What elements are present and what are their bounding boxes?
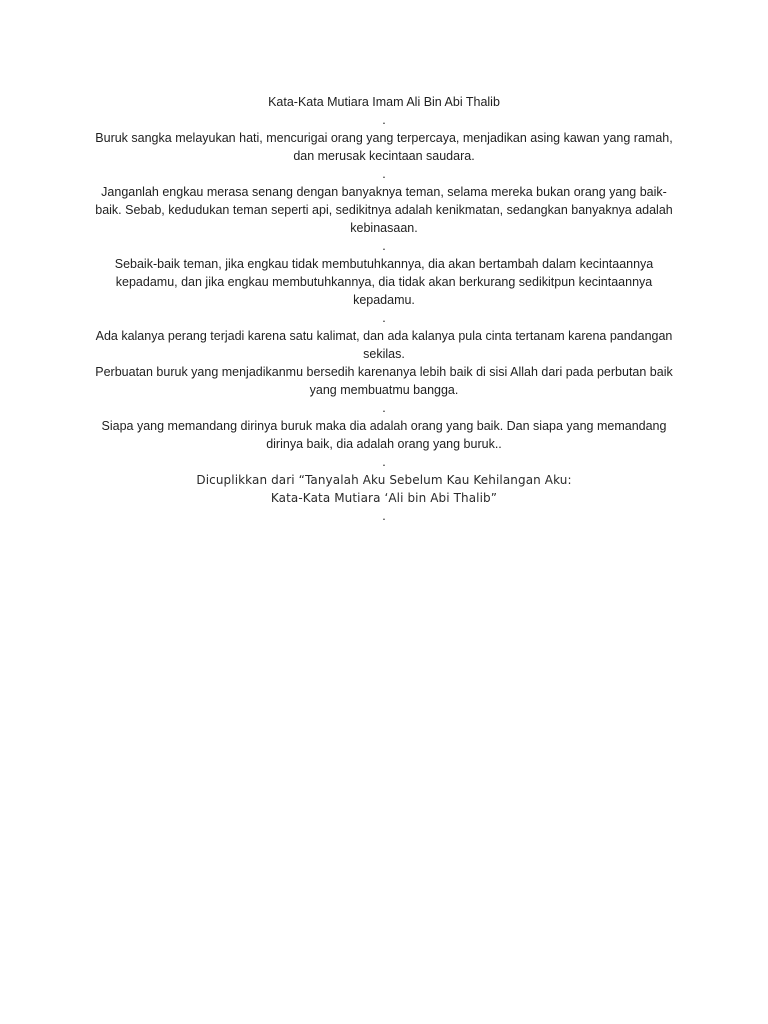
document-title: Kata-Kata Mutiara Imam Ali Bin Abi Thalib	[268, 95, 500, 109]
quote-paragraph-1: Buruk sangka melayukan hati, mencurigai orang yang terpercaya, menjadikan asing kawan yang ramah, dan merusak kecintaan saudara.	[95, 131, 673, 163]
quote-paragraph-5: Perbuatan buruk yang menjadikanmu bersedih karenanya lebih baik di sisi Allah dari pada perbutan baik yang membuatmu bangga.	[95, 365, 673, 397]
separator-dot: .	[382, 455, 386, 469]
separator-dot: .	[382, 239, 386, 253]
separator-dot: .	[382, 311, 386, 325]
separator-dot: .	[382, 113, 386, 127]
separator-dot: .	[382, 167, 386, 181]
citation-line-1: Dicuplikkan dari “Tanyalah Aku Sebelum Kau Kehilangan Aku:	[196, 473, 572, 487]
separator-dot: .	[382, 509, 386, 523]
citation-line-2: Kata-Kata Mutiara ‘Ali bin Abi Thalib”	[270, 491, 498, 505]
quote-paragraph-3: Sebaik-baik teman, jika engkau tidak membutuhkannya, dia akan bertambah dalam kecintaannya kepadamu, dan jika engkau membutuhkannya, dia tidak akan berkurang sedikitpun kecintaannya kepadamu.	[114, 257, 654, 307]
quote-paragraph-6: Siapa yang memandang dirinya buruk maka dia adalah orang yang baik. Dan siapa yang memandang dirinya baik, dia adalah orang yang buruk..	[101, 419, 667, 451]
quote-paragraph-2: Janganlah engkau merasa senang dengan banyaknya teman, selama mereka bukan orang yang baik-baik. Sebab, kedudukan teman seperti api, sedikitnya adalah kenikmatan, sedangkan banyaknya adalah kebinasaan.	[95, 185, 673, 235]
separator-dot: .	[382, 401, 386, 415]
quote-text-block	[88, 93, 680, 525]
quote-paragraph-4: Ada kalanya perang terjadi karena satu kalimat, dan ada kalanya pula cinta tertanam karena pandangan sekilas.	[95, 329, 673, 361]
